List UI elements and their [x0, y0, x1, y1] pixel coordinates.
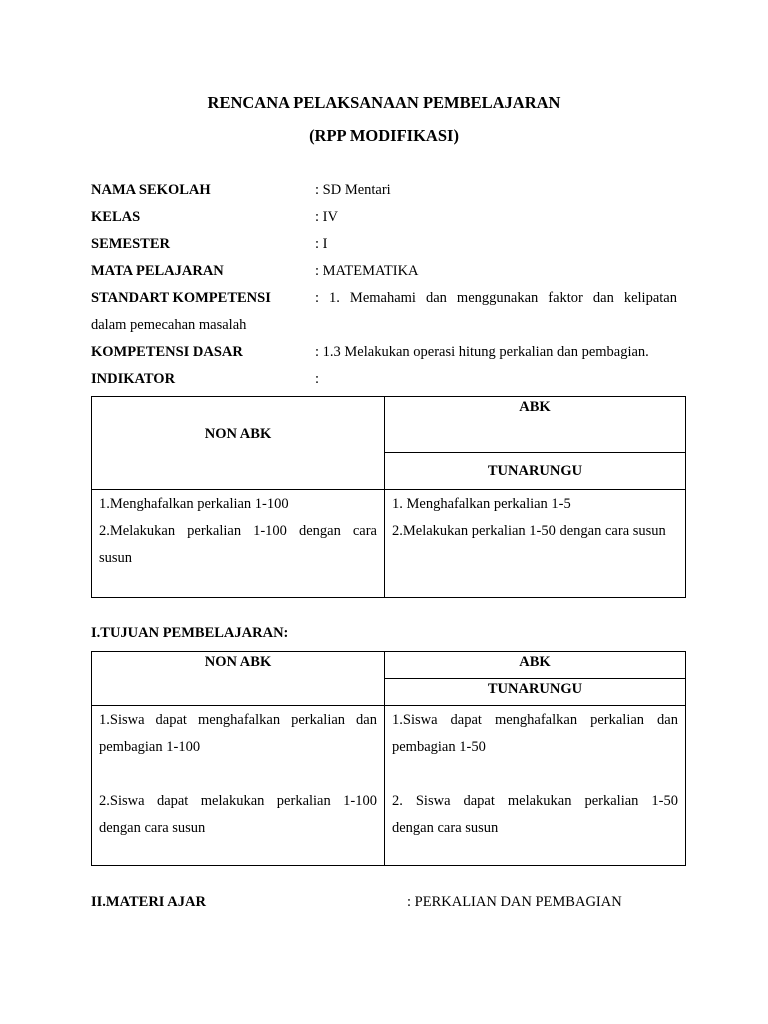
list-item: [392, 763, 678, 790]
materi-ajar-value: : PERKALIAN DAN PEMBAGIAN: [407, 894, 622, 910]
document-subtitle: (RPP MODIFIKASI): [309, 126, 459, 145]
tujuan-abk-cell: [385, 706, 686, 866]
list-item: 2. Siswa dapat melakukan perkalian 1-50: [392, 793, 678, 809]
list-item: susun: [99, 550, 133, 566]
indikator-table: [91, 396, 686, 598]
indikator-label: INDIKATOR: [91, 371, 176, 387]
kelas-value: : IV: [315, 209, 338, 225]
list-item: dengan cara susun: [392, 820, 499, 836]
indikator-non-abk-header: NON ABK: [92, 397, 385, 490]
mata-pelajaran-value: : MATEMATIKA: [315, 263, 419, 279]
list-item: pembagian 1-100: [99, 739, 201, 755]
tujuan-abk-header: ABK: [385, 652, 686, 679]
indikator-abk-cell: [385, 490, 686, 598]
list-item: 1.Menghafalkan perkalian 1-100: [99, 496, 289, 512]
kelas-label: KELAS: [91, 209, 141, 225]
kompetensi-dasar-label: KOMPETENSI DASAR: [91, 344, 243, 360]
nama-sekolah-value: : SD Mentari: [315, 182, 391, 198]
semester-label: SEMESTER: [91, 236, 170, 252]
materi-ajar-label: II.MATERI AJAR: [91, 894, 206, 910]
tujuan-non-abk-cell: [92, 706, 385, 866]
indikator-non-abk-cell: [92, 490, 385, 598]
list-item: 2.Siswa dapat melakukan perkalian 1-100: [99, 793, 377, 809]
indikator-value: :: [315, 371, 320, 387]
list-item: 2.Melakukan perkalian 1-100 dengan cara: [99, 523, 377, 539]
list-item: 1. Menghafalkan perkalian 1-5: [392, 496, 571, 512]
nama-sekolah-label: NAMA SEKOLAH: [91, 182, 211, 198]
list-item: 1.Siswa dapat menghafalkan perkalian dan: [392, 712, 678, 728]
tujuan-tunarungu-header: TUNARUNGU: [385, 679, 686, 706]
standart-kompetensi-value: : 1. Memahami dan menggunakan faktor dan kelipatan: [315, 290, 677, 306]
list-item: pembagian 1-50: [392, 739, 486, 755]
kompetensi-dasar-value: : 1.3 Melakukan operasi hitung perkalian dan pembagian.: [315, 344, 649, 360]
standart-kompetensi-label: STANDART KOMPETENSI: [91, 290, 271, 306]
list-item: 1.Siswa dapat menghafalkan perkalian dan: [99, 712, 377, 728]
document-title: RENCANA PELAKSANAAN PEMBELAJARAN: [207, 93, 561, 112]
indikator-abk-header: ABK: [385, 397, 686, 453]
list-item: 2.Melakukan perkalian 1-50 dengan cara susun: [392, 523, 666, 539]
list-item: [99, 763, 377, 790]
tujuan-table: [91, 651, 686, 866]
standart-kompetensi-value-cont: dalam pemecahan masalah: [91, 317, 247, 333]
tujuan-non-abk-header: NON ABK: [92, 652, 385, 706]
semester-value: : I: [315, 236, 328, 252]
indikator-tunarungu-header: TUNARUNGU: [385, 453, 686, 490]
list-item: dengan cara susun: [99, 820, 206, 836]
tujuan-heading: I.TUJUAN PEMBELAJARAN:: [91, 625, 289, 641]
mata-pelajaran-label: MATA PELAJARAN: [91, 263, 224, 279]
